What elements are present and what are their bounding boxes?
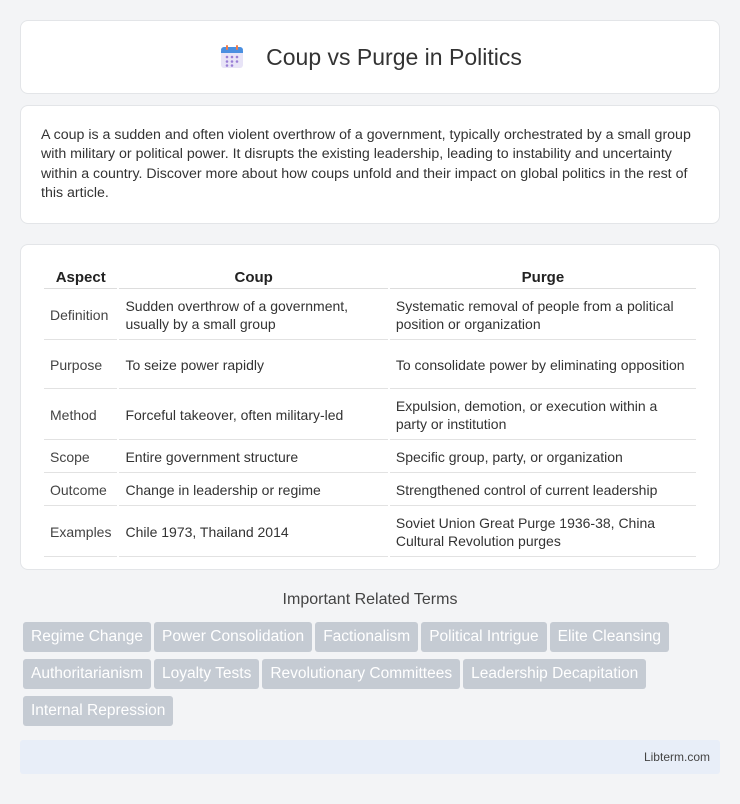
cell-purge: Systematic removal of people from a political position or organization [390, 291, 696, 340]
cell-purge: Specific group, party, or organization [390, 442, 696, 473]
cell-purge: Strengthened control of current leadership [390, 475, 696, 506]
cell-aspect: Method [44, 391, 117, 440]
intro-card [20, 105, 720, 224]
cell-aspect: Definition [44, 291, 117, 340]
tag-political-intrigue[interactable]: Political Intrigue [421, 622, 546, 652]
table-row [44, 442, 696, 473]
table-row [44, 391, 696, 440]
table-row [44, 342, 696, 389]
related-terms-list [23, 622, 723, 733]
intro-text: A coup is a sudden and often violent overthrow of a government, typically orchestrated by a small group with military or political power. It disrupts the existing leadership, leading to instability and uncertainty within a country. Discover more about how coups unfold and their impact on global politics in the rest of this article. [41, 127, 691, 202]
comparison-table [42, 265, 698, 559]
cell-coup: Sudden overthrow of a government, usually by a small group [119, 291, 387, 340]
tag-leadership-decapitation[interactable]: Leadership Decapitation [463, 659, 646, 689]
footer [20, 740, 720, 774]
tag-authoritarianism[interactable]: Authoritarianism [23, 659, 151, 689]
tag-power-consolidation[interactable]: Power Consolidation [154, 622, 312, 652]
tag-loyalty-tests[interactable]: Loyalty Tests [154, 659, 259, 689]
header-aspect: Aspect [44, 267, 117, 289]
cell-purge: Expulsion, demotion, or execution within a party or institution [390, 391, 696, 440]
header-purge: Purge [390, 267, 696, 289]
cell-coup: Forceful takeover, often military-led [119, 391, 387, 440]
table-row [44, 291, 696, 340]
tag-factionalism[interactable]: Factionalism [315, 622, 418, 652]
cell-purge: To consolidate power by eliminating opposition [390, 342, 696, 389]
cell-coup: Entire government structure [119, 442, 387, 473]
table-row [44, 475, 696, 506]
footer-site-link[interactable]: Libterm.com [643, 750, 710, 764]
cell-purge: Soviet Union Great Purge 1936-38, China Cultural Revolution purges [390, 508, 696, 557]
related-terms-title: Important Related Terms [282, 591, 458, 608]
tag-internal-repression[interactable]: Internal Repression [23, 696, 173, 726]
tag-regime-change[interactable]: Regime Change [23, 622, 151, 652]
table-row [44, 508, 696, 557]
cell-aspect: Outcome [44, 475, 117, 506]
cell-aspect: Purpose [44, 342, 117, 389]
cell-aspect: Examples [44, 508, 117, 557]
cell-coup: To seize power rapidly [119, 342, 387, 389]
calendar-icon [218, 43, 246, 71]
header-card [20, 20, 720, 94]
header-coup: Coup [119, 267, 387, 289]
cell-aspect: Scope [44, 442, 117, 473]
page-title: Coup vs Purge in Politics [266, 43, 522, 70]
cell-coup: Chile 1973, Thailand 2014 [119, 508, 387, 557]
tag-revolutionary-committees[interactable]: Revolutionary Committees [262, 659, 460, 689]
tag-elite-cleansing[interactable]: Elite Cleansing [550, 622, 669, 652]
table-header-row [44, 267, 696, 289]
comparison-card [20, 244, 720, 570]
cell-coup: Change in leadership or regime [119, 475, 387, 506]
